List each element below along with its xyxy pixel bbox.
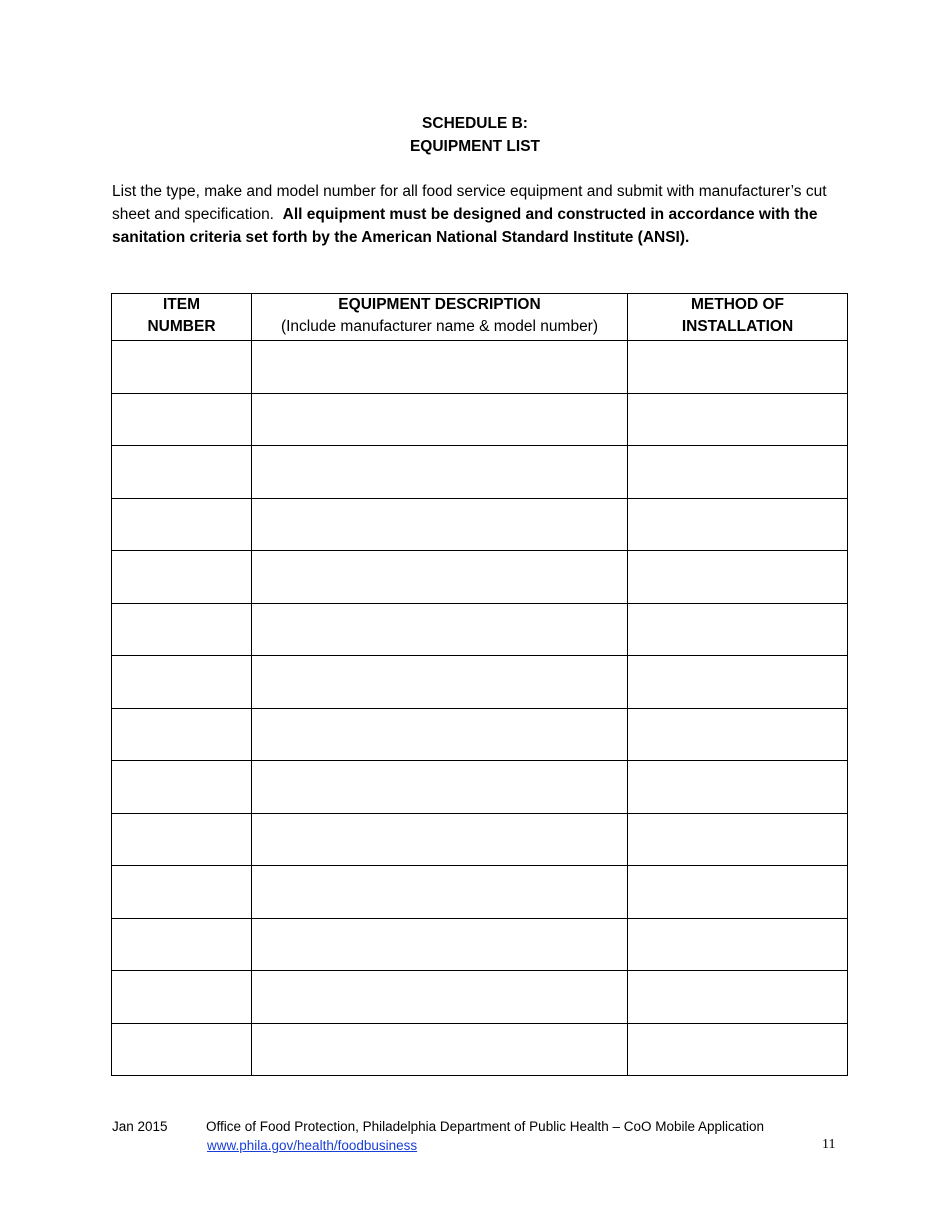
table-header-row (112, 294, 848, 341)
equipment-description-header-line1: EQUIPMENT DESCRIPTION (338, 296, 541, 313)
equipment-description-cell[interactable] (252, 708, 628, 761)
footer-date: Jan 2015 (112, 1119, 168, 1134)
method-of-installation-cell[interactable] (628, 656, 848, 709)
table-row (112, 971, 848, 1024)
equipment-description-cell[interactable] (252, 918, 628, 971)
foodbusiness-link[interactable]: www.phila.gov/health/foodbusiness (207, 1138, 418, 1153)
item-number-header (112, 294, 252, 341)
method-of-installation-cell[interactable] (628, 603, 848, 656)
table-row (112, 1023, 848, 1076)
schedule-title: SCHEDULE B: (422, 115, 528, 132)
method-of-installation-cell[interactable] (628, 551, 848, 604)
item-number-cell[interactable] (112, 341, 252, 394)
equipment-description-cell[interactable] (252, 1023, 628, 1076)
table-row (112, 341, 848, 394)
item-number-cell[interactable] (112, 708, 252, 761)
item-number-header-line1: ITEM (162, 296, 201, 313)
table-row (112, 551, 848, 604)
equipment-table (111, 293, 848, 1076)
table-row (112, 393, 848, 446)
equipment-description-cell[interactable] (252, 446, 628, 499)
item-number-cell[interactable] (112, 551, 252, 604)
method-of-installation-cell[interactable] (628, 708, 848, 761)
method-header-line2: INSTALLATION (681, 318, 794, 335)
equipment-description-cell[interactable] (252, 813, 628, 866)
equipment-description-cell[interactable] (252, 866, 628, 919)
item-number-cell[interactable] (112, 866, 252, 919)
method-of-installation-cell[interactable] (628, 866, 848, 919)
method-of-installation-cell[interactable] (628, 341, 848, 394)
item-number-cell[interactable] (112, 446, 252, 499)
item-number-cell[interactable] (112, 971, 252, 1024)
equipment-description-header-note: (Include manufacturer name & model number) (280, 318, 599, 335)
item-number-header-line2: NUMBER (147, 318, 216, 335)
equipment-description-header (252, 294, 628, 341)
equipment-description-cell[interactable] (252, 341, 628, 394)
item-number-cell[interactable] (112, 656, 252, 709)
table-body (112, 341, 848, 1076)
item-number-cell[interactable] (112, 393, 252, 446)
equipment-description-cell[interactable] (252, 971, 628, 1024)
table-row (112, 813, 848, 866)
table-row (112, 708, 848, 761)
page-number: 11 (822, 1137, 836, 1152)
equipment-list-title: EQUIPMENT LIST (409, 138, 541, 155)
method-of-installation-header (628, 294, 848, 341)
item-number-cell[interactable] (112, 498, 252, 551)
method-of-installation-cell[interactable] (628, 393, 848, 446)
table-row (112, 761, 848, 814)
method-of-installation-cell[interactable] (628, 813, 848, 866)
item-number-cell[interactable] (112, 761, 252, 814)
item-number-cell[interactable] (112, 813, 252, 866)
table-row (112, 656, 848, 709)
item-number-cell[interactable] (112, 1023, 252, 1076)
method-of-installation-cell[interactable] (628, 918, 848, 971)
table-row (112, 918, 848, 971)
method-of-installation-cell[interactable] (628, 446, 848, 499)
footer-office: Office of Food Protection, Philadelphia Department of Public Health – CoO Mobile Application (206, 1119, 765, 1134)
table-row (112, 446, 848, 499)
instructions-requirement: All equipment must be designed and constructed in accordance with the sanitation criteria set forth by the American National Standard Institute (ANSI). (112, 206, 818, 246)
item-number-cell[interactable] (112, 603, 252, 656)
table-row (112, 603, 848, 656)
equipment-description-cell[interactable] (252, 603, 628, 656)
instructions-text: List the type, make and model number for all food service equipment and submit with manufacturer’s cut sheet and specification. (112, 183, 827, 223)
method-header-line1: METHOD OF (691, 296, 784, 313)
equipment-description-cell[interactable] (252, 393, 628, 446)
method-of-installation-cell[interactable] (628, 1023, 848, 1076)
equipment-description-cell[interactable] (252, 551, 628, 604)
table-row (112, 866, 848, 919)
table-row (112, 498, 848, 551)
method-of-installation-cell[interactable] (628, 971, 848, 1024)
method-of-installation-cell[interactable] (628, 761, 848, 814)
item-number-cell[interactable] (112, 918, 252, 971)
method-of-installation-cell[interactable] (628, 498, 848, 551)
equipment-description-cell[interactable] (252, 498, 628, 551)
instructions-paragraph (112, 180, 842, 249)
equipment-description-cell[interactable] (252, 656, 628, 709)
equipment-description-cell[interactable] (252, 761, 628, 814)
